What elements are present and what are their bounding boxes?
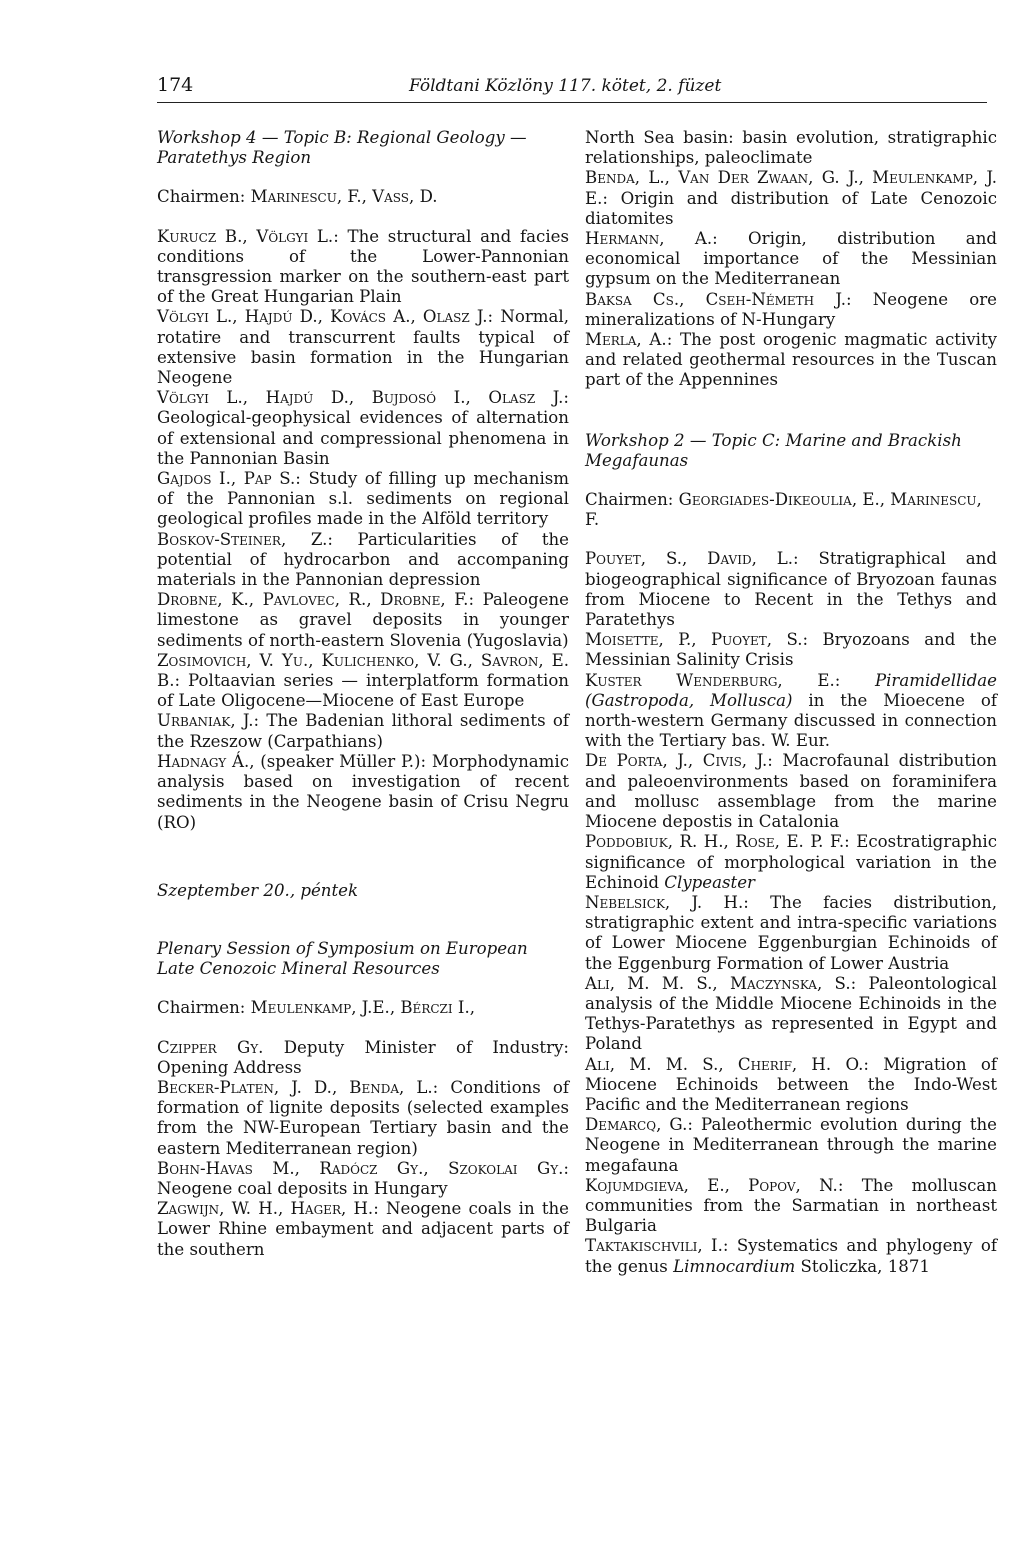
entry-authors: Taktakischvili, I. [585, 1236, 723, 1256]
list-item [157, 711, 569, 751]
entry-title: Deputy Minister of Industry: Opening Address [157, 1037, 569, 1077]
entry-authors: Nebelsick, J. H. [585, 892, 744, 912]
chairmen-names: Georgiades-Dikeoulia, E., Marinescu, F. [585, 490, 982, 530]
list-item [157, 1199, 569, 1260]
entry-title: : [834, 670, 875, 690]
list-item [585, 1115, 997, 1176]
workshop2-entries [585, 549, 997, 1276]
right-column [585, 128, 997, 1277]
entry-authors: Zagwijn, W. H., Hager, H. [157, 1199, 374, 1219]
list-item [157, 388, 569, 469]
list-item [585, 893, 997, 974]
entry-authors: Ali, M. M. S., Cherif, H. O. [585, 1054, 864, 1074]
workshop2-title: Workshop 2 — Topic C: Marine and Brackish Megafaunas [585, 430, 962, 470]
entry-title: , (speaker Müller P.): Morphodynamic analysis based on investigation of recent sediments in the Neogene basin of Crisu Negru (RO) [157, 751, 569, 832]
entry-authors: Moisette, P., Puoyet, S. [585, 630, 803, 650]
list-item [585, 751, 997, 832]
list-item [585, 128, 997, 168]
list-item [157, 307, 569, 388]
entry-title: : Ecostratigraphic significance of morphological variation in the Echinoid [585, 832, 998, 892]
workshop4-title: Workshop 4 — Topic B: Regional Geology — Paratethys Region [157, 128, 527, 168]
entry-title: : The molluscan communities from the Sarmatian in northeast Bulgaria [585, 1175, 997, 1236]
list-item [585, 832, 997, 893]
entry-authors: Merla, A. [585, 330, 667, 350]
entry-authors: Bohn-Havas M., Radócz Gy., Szokolai Gy. [157, 1158, 564, 1178]
entry-title: : Paleontological analysis of the Middle Miocene Echinoids in the Tethys-Paratethys as represented in Egypt and Poland [585, 973, 997, 1054]
entry-title: : Neogene coal deposits in Hungary [157, 1158, 569, 1198]
continued-entries [585, 128, 997, 391]
entry-authors: Benda, L., Van Der Zwaan, G. J., Meulenkamp, J. E. [585, 168, 997, 208]
chairmen-label: Chairmen: [585, 490, 674, 510]
entry-authors: Völgyi L., Hajdú D., Kovács A., Olasz J. [157, 307, 488, 327]
list-item [157, 1078, 569, 1159]
list-item [585, 630, 997, 670]
entry-authors: Hadnagy Á. [157, 751, 250, 771]
list-item [157, 1038, 569, 1078]
entry-title: : The post orogenic magmatic activity and related geothermal resources in the Tuscan part of the Appennines [585, 330, 997, 390]
list-item [157, 469, 569, 530]
list-item [585, 1176, 997, 1237]
spacer [157, 833, 569, 881]
page-header [157, 70, 987, 103]
chairmen-label: Chairmen: [157, 998, 246, 1018]
entry-authors: Czipper Gy. [157, 1037, 264, 1057]
entry-authors: Völgyi L., Hajdú D., Bujdosó I., Olasz J. [157, 388, 564, 408]
workshop4-entries [157, 227, 569, 833]
entry-title: : Origin and distribution of Late Cenozoic diatomites [585, 188, 997, 228]
list-item [585, 330, 997, 391]
list-item [585, 168, 997, 229]
plenary-title: Plenary Session of Symposium on European Late Cenozoic Mineral Resources [157, 938, 528, 979]
entry-title: : Paleothermic evolution during the Neogene in Mediterranean through the marine megafauna [585, 1115, 998, 1175]
list-item [585, 974, 997, 1055]
entry-taxon: Clypeaster [664, 872, 755, 892]
date-heading: Szeptember 20., péntek [157, 880, 359, 900]
entry-title: : Conditions of formation of lignite deposits (selected examples from the NW-European Tertiary basin and the eastern Mediterranean region) [157, 1077, 569, 1158]
entry-taxon: Limnocardium [673, 1256, 796, 1276]
entry-authors: Pouyet, S., David, L. [585, 549, 794, 569]
entry-title: : Macrofaunal distribution and paleoenvironments based on foraminifera and mollusc assemblage from the marine Miocene depostis in Catalonia [585, 751, 997, 832]
list-item [157, 1159, 569, 1199]
list-item [157, 590, 569, 651]
entry-title: : The structural and facies conditions of the Lower-Pannonian transgression marker on the southern-east part of the Great Hungarian Plain [157, 226, 569, 307]
entry-authors: Poddobiuk, R. H., Rose, E. P. F. [585, 832, 845, 852]
entry-authors: Ali, M. M. S., Maczynska, S. [585, 973, 851, 993]
entry-authors: Drobne, K., Pavlovec, R., Drobne, F. [157, 590, 469, 610]
list-item [157, 227, 569, 308]
entry-authors: Kuster Wenderburg, E. [585, 670, 835, 690]
list-item [157, 651, 569, 712]
list-item [585, 290, 997, 330]
entry-authors: Boskov-Steiner, Z. [157, 529, 328, 549]
entry-title: : Poltaavian series — interplatform formation of Late Oligocene—Miocene of East Europe [157, 671, 569, 711]
list-item [157, 530, 569, 591]
list-item [585, 671, 997, 752]
entry-title-tail: in the Mioecene of north-western Germany discussed in connection with the Tertiary bas. W. Eur. [585, 690, 997, 751]
entry-authors: Becker-Platen, J. D., Benda, L. [157, 1077, 433, 1097]
entry-authors: Demarcq, G. [585, 1115, 688, 1135]
entry-title-tail: Stoliczka, 1871 [795, 1256, 930, 1276]
entry-title: : Paleogene limestone as gravel deposits in younger sediments of north-eastern Slovenia (Yugoslavia) [157, 590, 569, 650]
entry-title: : Study of filling up mechanism of the Pannonian s.l. sediments on regional geological profiles made in the Alföld territory [157, 469, 569, 529]
entry-authors: De Porta, J., Civis, J. [585, 751, 768, 771]
entry-title: North Sea basin: basin evolution, stratigraphic relationships, paleoclimate [585, 128, 997, 168]
entry-authors: Zosimovich, V. Yu., Kulichenko, V. G., Savron, E. B. [157, 650, 569, 691]
entry-title: : Origin, distribution and economical importance of the Messinian gypsum on the Mediterranean [585, 229, 997, 289]
entry-title: : Geological-geophysical evidences of alternation of extensional and compressional phenomena in the Pannonian Basin [157, 388, 569, 468]
entry-authors: Kurucz B., Völgyi L. [157, 226, 334, 246]
entry-title: : Stratigraphical and biogeographical significance of Bryozoan faunas from Miocene to Recent in the Tethys and Paratethys [585, 549, 997, 630]
page-number: 174 [157, 74, 194, 96]
entry-authors: Baksa Cs., Cseh-Németh J. [585, 289, 846, 309]
list-item [585, 1055, 997, 1116]
entry-authors: Kojumdgieva, E., Popov, N. [585, 1175, 838, 1195]
entry-title: : Neogene ore mineralizations of N-Hungary [585, 289, 997, 329]
list-item [157, 752, 569, 833]
list-item [585, 1236, 997, 1276]
journal-running-head: Földtani Közlöny 117. kötet, 2. füzet [409, 76, 722, 96]
entry-title: : Migration of Miocene Echinoids between the Indo-West Pacific and the Mediterranean regions [585, 1054, 998, 1114]
entry-title: : Normal, rotatire and transcurrent faults typical of extensive basin formation in the Hungarian Neogene [157, 307, 569, 388]
chairmen-names: Meulenkamp, J.E., Bérczi I., [250, 998, 475, 1018]
entry-title: : Systematics and phylogeny of the genus [585, 1236, 997, 1276]
entry-authors: Gajdos I., Pap S. [157, 469, 296, 489]
left-column [157, 128, 569, 1260]
plenary-entries [157, 1038, 569, 1260]
entry-authors: Hermann, A. [585, 229, 713, 249]
chairmen-names: Marinescu, F., Vass, D. [250, 187, 438, 207]
entry-title: : Neogene coals in the Lower Rhine embayment and adjacent parts of the southern [157, 1199, 570, 1259]
entry-title: : The Badenian lithoral sediments of the Rzeszow (Carpathians) [157, 711, 569, 751]
entry-title: : The facies distribution, stratigraphic extent and intra-specific variations of Lower Miocene Eggenburgian Echinoids of the Eggenburg Formation of Lower Austria [585, 892, 997, 973]
chairmen-label: Chairmen: [157, 187, 246, 207]
spacer [585, 391, 997, 431]
workshop2-chairmen [585, 490, 997, 530]
entry-title: : Bryozoans and the Messinian Salinity Crisis [585, 630, 997, 670]
entry-title: : Particularities of the potential of hydrocarbon and accompaning materials in the Pannonian depression [157, 529, 569, 590]
list-item [585, 229, 997, 290]
entry-authors: Urbaniak, J. [157, 711, 254, 731]
list-item [585, 549, 997, 630]
entry-taxon: Piramidellidae (Gastropoda, Mollusca) [585, 670, 997, 710]
workshop4-chairmen [157, 187, 569, 207]
plenary-chairmen [157, 998, 569, 1018]
